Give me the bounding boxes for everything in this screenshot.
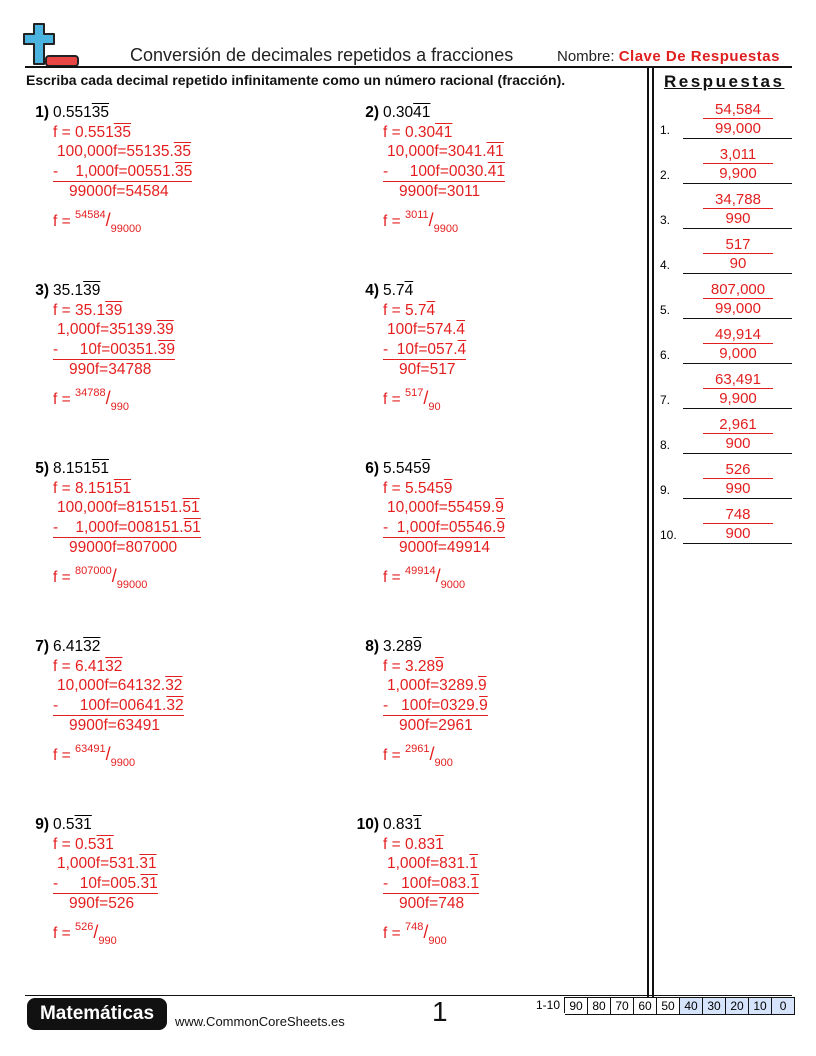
repeating-digits: 9 (421, 460, 431, 477)
repeating-digits: 9 (443, 479, 453, 497)
step-text: - 10f=005. (53, 874, 141, 892)
repeating-digits: 35 (174, 162, 193, 180)
repeating-digits: 31 (74, 816, 92, 833)
step-big (53, 142, 192, 162)
repeating-digits: 32 (83, 638, 101, 655)
answer-denominator: 99,000 (715, 120, 761, 137)
decimal-prefix: 6.41 (53, 638, 84, 655)
denominator: 900 (434, 756, 453, 769)
f-equals: f = (383, 479, 405, 497)
denominator: 99000 (116, 578, 148, 591)
numerator: 54584 (74, 208, 106, 221)
step-small (383, 874, 479, 895)
repeating-digits: 9 (413, 638, 422, 655)
answer-label: 1. (660, 123, 671, 137)
step-text: 10,000f=3041. (387, 143, 487, 160)
step-f (53, 301, 175, 321)
question-decimal (53, 637, 184, 657)
answer-line (683, 363, 792, 364)
answer-row (658, 413, 793, 458)
instructions: Escriba cada decimal repetido infinitamente como un número racional (fracción). (26, 72, 566, 88)
repeating-digits: 31 (139, 855, 157, 872)
score-cell: 20 (726, 997, 749, 1015)
answer-denominator: 9,000 (719, 345, 757, 362)
step-fraction: $f = ^{63491}/_{9900}$ (53, 742, 136, 769)
answer-line (683, 183, 792, 184)
answer-numerator: 63,491 (703, 371, 773, 389)
step-fraction: $f = ^{526}/_{990}$ (53, 920, 117, 947)
answer-line (683, 453, 792, 454)
decimal-prefix: 3.28 (404, 657, 436, 675)
denominator: 900 (428, 934, 447, 947)
f-equals: f = (383, 924, 405, 942)
step-text: 1,000f=3289. (387, 677, 478, 694)
denominator: 9900 (110, 756, 136, 769)
score-cell: 70 (611, 997, 634, 1015)
problem-number: 5) (35, 460, 49, 477)
problem-number: 10) (356, 816, 379, 833)
answer-denominator: 990 (725, 480, 751, 497)
step-text: 100,000f=815151. (57, 499, 183, 516)
repeating-digits: 4 (457, 340, 467, 358)
step-fraction: $f = ^{807000}/_{99000}$ (53, 564, 148, 591)
answer-label: 2. (660, 168, 671, 182)
step-result: 99000f=807000 (69, 539, 178, 556)
step-result: 900f=748 (399, 895, 465, 912)
repeating-digits: 32 (166, 696, 184, 714)
step-text: 100,000f=55135. (57, 143, 174, 160)
repeating-digits: 9 (495, 499, 504, 516)
answer-row (658, 278, 793, 323)
repeating-digits: 51 (91, 460, 110, 477)
problem-number: 6) (365, 460, 379, 477)
score-cell: 0 (772, 997, 795, 1015)
step-small (383, 162, 505, 183)
step-result: 990f=526 (69, 895, 135, 912)
repeating-digits: 9 (435, 657, 444, 675)
answer-numerator: 748 (703, 506, 773, 524)
repeating-digits: 41 (486, 143, 504, 160)
column-divider (647, 68, 649, 998)
repeating-digits: 35 (91, 104, 110, 121)
step-f (53, 479, 201, 499)
numerator: 3011 (404, 208, 429, 221)
step-text: - 100f=0329. (383, 696, 480, 714)
step-fraction: $f = ^{748}/_{900}$ (383, 920, 447, 947)
denominator: 9000 (440, 578, 466, 591)
f-equals: f = (383, 301, 405, 319)
repeating-digits: 4 (456, 321, 466, 338)
repeating-digits: 1 (413, 816, 422, 833)
denominator: 90 (428, 400, 441, 413)
answer-row (658, 368, 793, 413)
answer-row (658, 503, 793, 548)
decimal-prefix: 0.5 (53, 816, 75, 833)
answer-denominator: 99,000 (715, 300, 761, 317)
answer-label: 10. (660, 528, 677, 542)
name-value: Clave De Respuestas (618, 48, 780, 65)
step-big (53, 854, 158, 874)
denominator: 990 (98, 934, 117, 947)
decimal-prefix: 0.551 (74, 123, 114, 141)
f-equals: f = (383, 746, 405, 764)
answer-line (683, 543, 792, 544)
decimal-prefix: 3.28 (383, 638, 414, 655)
question-decimal (383, 815, 479, 835)
numerator: 34788 (74, 386, 106, 399)
step-text: - 10f=00351. (53, 340, 158, 358)
f-equals: f = (53, 835, 75, 853)
decimal-prefix: 0.551 (53, 104, 92, 121)
decimal-prefix: 5.7 (383, 282, 405, 299)
question-decimal (383, 103, 505, 123)
step-f (383, 123, 505, 143)
question-decimal (53, 459, 201, 479)
f-equals: f = (383, 123, 405, 141)
step-result: 9900f=3011 (399, 183, 481, 200)
question-decimal (53, 815, 158, 835)
step-text: - 100f=083. (383, 874, 471, 892)
f-equals: f = (383, 390, 405, 408)
problem-number: 1) (35, 104, 49, 121)
answer-label: 3. (660, 213, 671, 227)
numerator: 807000 (74, 564, 112, 577)
answer-numerator: 526 (703, 461, 773, 479)
score-cell: 50 (657, 997, 680, 1015)
answer-row (658, 458, 793, 503)
answer-denominator: 9,900 (719, 390, 757, 407)
step-fraction: $f = ^{2961}/_{900}$ (383, 742, 453, 769)
f-equals: f = (383, 835, 405, 853)
answer-numerator: 807,000 (703, 281, 773, 299)
repeating-digits: 9 (479, 696, 488, 714)
f-equals: f = (53, 301, 75, 319)
repeating-digits: 9 (477, 677, 487, 694)
logo-plus-minus-icon (22, 22, 80, 68)
answer-numerator: 49,914 (703, 326, 773, 344)
score-cell: 90 (565, 997, 588, 1015)
repeating-digits: 31 (96, 835, 114, 853)
denominator: 99000 (110, 222, 142, 235)
step-f (383, 657, 488, 677)
step-result: 9900f=63491 (69, 717, 160, 734)
question-decimal (53, 281, 175, 301)
f-equals: f = (383, 568, 405, 586)
numerator: 517 (404, 386, 424, 399)
score-cell: 10 (749, 997, 772, 1015)
step-big (53, 676, 184, 696)
decimal-prefix: 0.83 (404, 835, 436, 853)
step-f (53, 123, 192, 143)
answer-row (658, 188, 793, 233)
answer-denominator: 900 (725, 435, 751, 452)
repeating-digits: 4 (426, 301, 436, 319)
answer-denominator: 990 (725, 210, 751, 227)
question-decimal (383, 459, 505, 479)
decimal-prefix: 5.7 (404, 301, 427, 319)
step-result: 900f=2961 (399, 717, 473, 734)
step-small (53, 696, 184, 717)
step-text: - 1,000f=008151. (53, 518, 184, 536)
repeating-digits: 39 (83, 282, 101, 299)
answer-label: 7. (660, 393, 671, 407)
answer-denominator: 9,900 (719, 165, 757, 182)
repeating-digits: 32 (165, 677, 183, 694)
step-text: - 1,000f=00551. (53, 162, 175, 180)
answer-line (683, 228, 792, 229)
step-text: - 1,000f=05546. (383, 518, 497, 536)
score-cell: 80 (588, 997, 611, 1015)
step-f (53, 657, 184, 677)
page-title: Conversión de decimales repetidos a fracciones (130, 45, 514, 65)
answer-row (658, 98, 793, 143)
answer-row (658, 233, 793, 278)
decimal-prefix: 35.1 (53, 282, 84, 299)
step-f (53, 835, 158, 855)
answer-line (683, 273, 792, 274)
repeating-digits: 41 (435, 123, 453, 141)
step-big (383, 320, 466, 340)
repeating-digits: 9 (496, 518, 505, 536)
brand-badge: Matemáticas (27, 998, 167, 1030)
f-equals: f = (53, 924, 75, 942)
step-fraction: $f = ^{54584}/_{99000}$ (53, 208, 142, 235)
question-decimal (53, 103, 192, 123)
step-small (383, 518, 505, 539)
step-result: 90f=517 (399, 361, 456, 378)
step-big (383, 854, 479, 874)
decimal-prefix: 0.5 (74, 835, 97, 853)
step-text: 1,000f=831. (387, 855, 470, 872)
step-small (53, 874, 158, 895)
decimal-prefix: 6.41 (74, 657, 106, 675)
step-big (53, 320, 175, 340)
repeating-digits: 51 (182, 499, 200, 516)
step-text: 1,000f=531. (57, 855, 140, 872)
repeating-digits: 35 (173, 143, 192, 160)
step-fraction: $f = ^{49914}/_{9000}$ (383, 564, 466, 591)
decimal-prefix: 8.151 (53, 460, 92, 477)
repeating-digits: 41 (487, 162, 505, 180)
step-text: 1,000f=35139. (57, 321, 157, 338)
answer-numerator: 2,961 (703, 416, 773, 434)
denominator: 990 (110, 400, 129, 413)
numerator: 526 (74, 920, 94, 933)
step-big (383, 142, 505, 162)
numerator: 748 (404, 920, 424, 933)
step-small (383, 696, 488, 717)
step-result: 990f=34788 (69, 361, 152, 378)
site-link[interactable]: www.CommonCoreSheets.es (175, 1014, 345, 1029)
step-text: - 100f=0030. (383, 162, 488, 180)
answer-label: 6. (660, 348, 671, 362)
f-equals: f = (383, 212, 405, 230)
answers-heading: Respuestas (664, 72, 785, 91)
step-small (383, 340, 466, 361)
numerator: 49914 (404, 564, 436, 577)
step-small (53, 518, 201, 539)
f-equals: f = (53, 212, 75, 230)
answer-row (658, 143, 793, 188)
repeating-digits: 41 (413, 104, 431, 121)
repeating-digits: 4 (404, 282, 414, 299)
step-f (383, 301, 466, 321)
step-fraction: $f = ^{3011}/_{9900}$ (383, 208, 459, 235)
repeating-digits: 35 (113, 123, 132, 141)
answer-row (658, 323, 793, 368)
repeating-digits: 51 (183, 518, 201, 536)
answer-line (683, 498, 792, 499)
f-equals: f = (53, 568, 75, 586)
step-text: - 10f=057. (383, 340, 458, 358)
step-result: 9000f=49914 (399, 539, 490, 556)
problem-number: 2) (365, 104, 379, 121)
footer-divider (25, 995, 792, 996)
answer-line (683, 138, 792, 139)
repeating-digits: 1 (470, 874, 480, 892)
repeating-digits: 32 (105, 657, 123, 675)
answer-line (683, 408, 792, 409)
decimal-prefix: 0.83 (383, 816, 414, 833)
decimal-prefix: 8.151 (74, 479, 114, 497)
answer-numerator: 34,788 (703, 191, 773, 209)
decimal-prefix: 5.545 (383, 460, 422, 477)
score-table (533, 997, 795, 1015)
step-text: 10,000f=55459. (387, 499, 496, 516)
question-decimal (383, 281, 466, 301)
problem-number: 7) (35, 638, 49, 655)
answer-numerator: 517 (703, 236, 773, 254)
score-cell: 30 (703, 997, 726, 1015)
repeating-digits: 51 (113, 479, 132, 497)
answer-label: 5. (660, 303, 671, 317)
score-cell: 40 (680, 997, 703, 1015)
decimal-prefix: 0.30 (383, 104, 414, 121)
f-equals: f = (53, 746, 75, 764)
step-small (53, 340, 175, 361)
decimal-prefix: 5.545 (404, 479, 444, 497)
repeating-digits: 39 (157, 340, 175, 358)
column-divider (652, 68, 654, 998)
step-fraction: $f = ^{517}/_{90}$ (383, 386, 441, 413)
step-f (383, 479, 505, 499)
step-big (383, 676, 488, 696)
step-small (53, 162, 192, 183)
decimal-prefix: 0.30 (404, 123, 436, 141)
name-label: Nombre: (557, 48, 615, 65)
answer-numerator: 3,011 (703, 146, 773, 164)
numerator: 2961 (404, 742, 430, 755)
f-equals: f = (53, 390, 75, 408)
numerator: 63491 (74, 742, 106, 755)
answer-line (683, 318, 792, 319)
f-equals: f = (383, 657, 405, 675)
problem-number: 4) (365, 282, 379, 299)
decimal-prefix: 35.1 (74, 301, 106, 319)
repeating-digits: 39 (105, 301, 123, 319)
answer-numerator: 54,584 (703, 101, 773, 119)
score-cell: 60 (634, 997, 657, 1015)
problem-number: 9) (35, 816, 49, 833)
step-fraction: $f = ^{34788}/_{990}$ (53, 386, 129, 413)
answer-label: 8. (660, 438, 671, 452)
problem-number: 8) (365, 638, 379, 655)
f-equals: f = (53, 657, 75, 675)
step-big (383, 498, 505, 518)
repeating-digits: 39 (156, 321, 174, 338)
repeating-digits: 1 (435, 835, 444, 853)
problem-number: 3) (35, 282, 49, 299)
step-text: 100f=574. (387, 321, 457, 338)
page-number: 1 (432, 996, 448, 1027)
step-text: - 100f=00641. (53, 696, 167, 714)
step-big (53, 498, 201, 518)
f-equals: f = (53, 479, 75, 497)
f-equals: f = (53, 123, 75, 141)
step-result: 99000f=54584 (69, 183, 169, 200)
answer-label: 4. (660, 258, 671, 272)
repeating-digits: 1 (469, 855, 478, 872)
answer-denominator: 90 (729, 255, 747, 272)
score-label: 1-10 (533, 997, 565, 1013)
header-divider (25, 66, 792, 68)
answer-label: 9. (660, 483, 671, 497)
denominator: 9900 (433, 222, 459, 235)
step-text: 10,000f=64132. (57, 677, 166, 694)
repeating-digits: 31 (140, 874, 158, 892)
name-field (557, 48, 780, 65)
answer-denominator: 900 (725, 525, 751, 542)
question-decimal (383, 637, 488, 657)
step-f (383, 835, 479, 855)
